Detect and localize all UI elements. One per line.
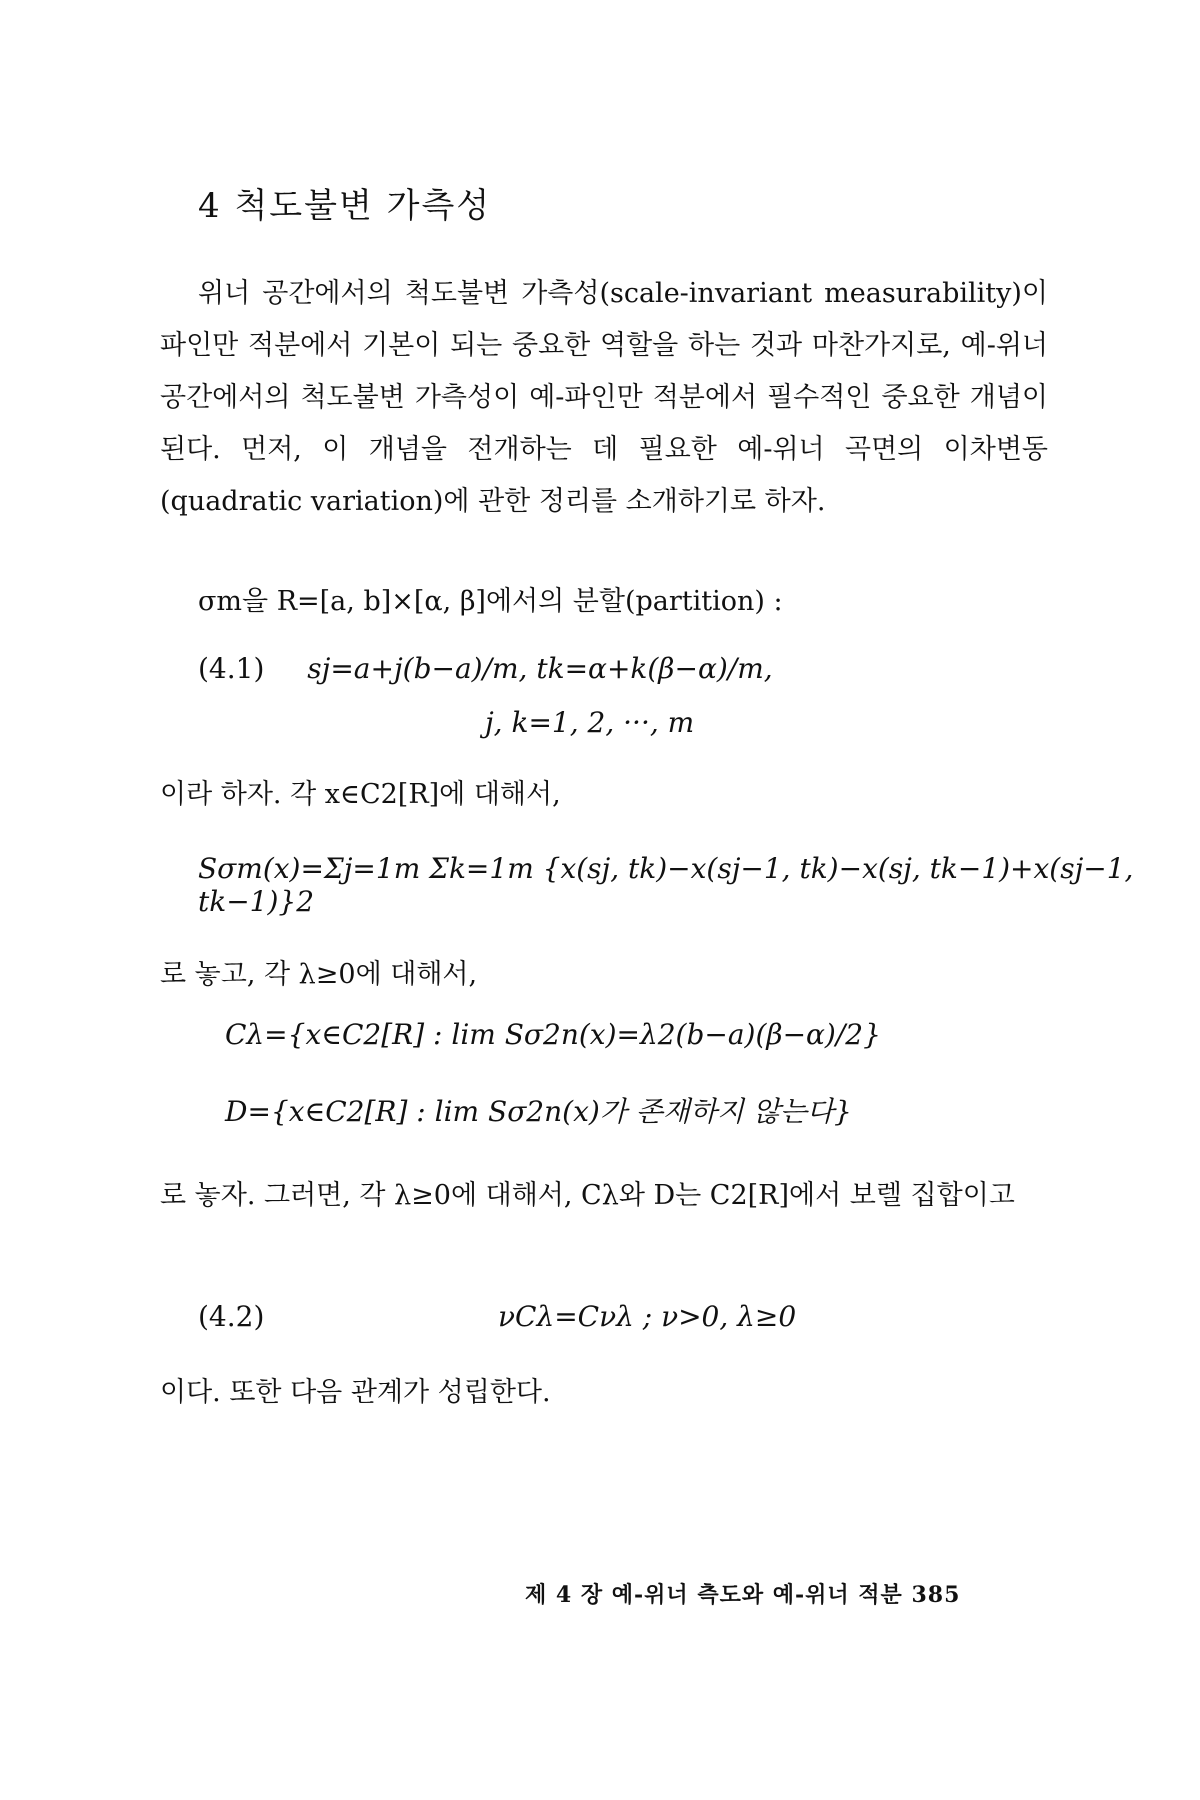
equation-4-2: νCλ=Cνλ ; ν>0, λ≥0 bbox=[498, 1300, 797, 1333]
paragraph-intro: 위너 공간에서의 척도불변 가측성(scale-invariant measurability)이 파인만 적분에서 기본이 되는 중요한 역할을 하는 것과 마찬가지로, 예-위너 공간에서의 척도불변 가측성이 예-파인만 적분에서 필수적인 중요한 개념이 된다. 먼저, 이 개념을 전개하는 데 필요한 예-위너 곡면의 이차변동(quadratic variation)에 관한 정리를 소개하기로 하자. bbox=[160, 278, 1048, 517]
paragraph-partition: σm을 R=[a, b]×[α, β]에서의 분할(partition) : bbox=[198, 586, 783, 617]
equation-label: (4.1) bbox=[198, 652, 265, 685]
section-heading: 4 척도불변 가측성 bbox=[198, 186, 492, 226]
text-line: 이다. 또한 다음 관계가 성립한다. bbox=[160, 1377, 551, 1408]
equation-4-1 bbox=[198, 652, 773, 685]
quadratic-variation-sum: Sσm(x)=Σj=1m Σk=1m {x(sj, tk)−x(sj−1, tk)−x(sj, tk−1)+x(sj−1, tk−1)}2 bbox=[198, 852, 1134, 918]
page-footer: 제 4 장 예-위너 측도와 예-위너 적분 385 bbox=[525, 1582, 961, 1608]
equation-4-1-indices: j, k=1, 2, ···, m bbox=[485, 706, 695, 739]
text-line: 이라 하자. 각 x∈C2[R]에 대해서, bbox=[160, 779, 561, 810]
set-c-lambda-definition: Cλ={x∈C2[R] : lim Sσ2n(x)=λ2(b−a)(β−α)/2} bbox=[225, 1018, 881, 1051]
equation-label: (4.2) bbox=[198, 1300, 265, 1333]
set-d-definition: D={x∈C2[R] : lim Sσ2n(x)가 존재하지 않는다} bbox=[225, 1095, 852, 1128]
text-line: 로 놓고, 각 λ≥0에 대해서, bbox=[160, 959, 478, 990]
equation-body: sj=a+j(b−a)/m, tk=α+k(β−α)/m, bbox=[307, 652, 773, 685]
paragraph-borel: 로 놓자. 그러면, 각 λ≥0에 대해서, Cλ와 D는 C2[R]에서 보렐 집합이고 bbox=[160, 1180, 1015, 1211]
